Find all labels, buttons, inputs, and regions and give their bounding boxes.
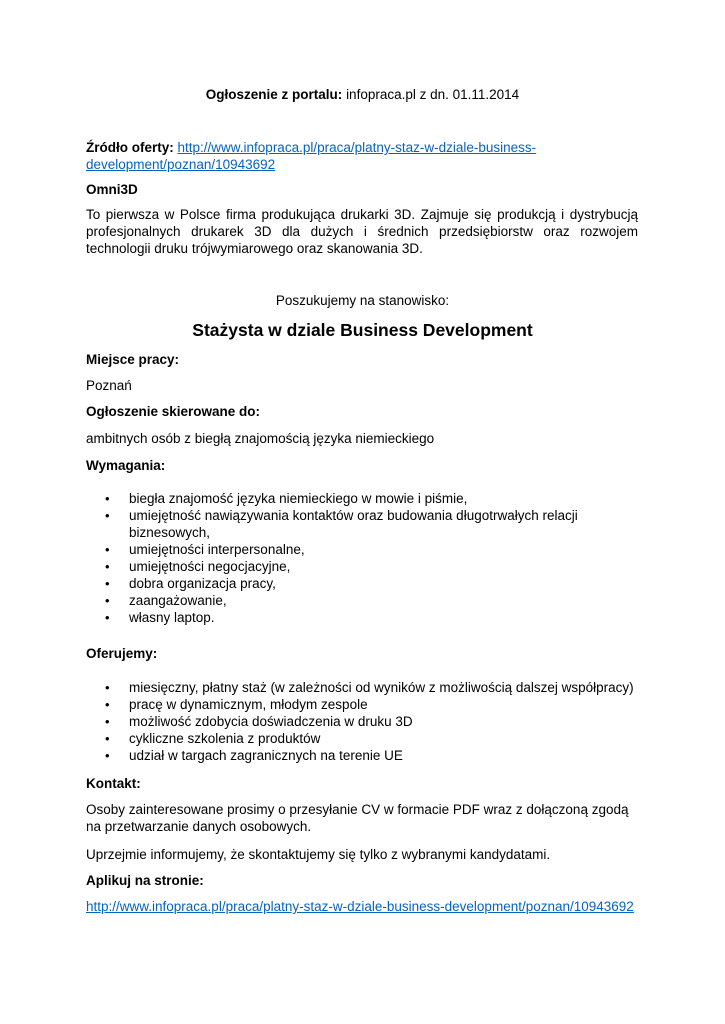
workplace-value: Poznań xyxy=(86,378,132,393)
list-item: • cykliczne szkolenia z produktów xyxy=(86,730,666,747)
source-link-line1[interactable]: http://www.infopraca.pl/praca/platny-staz-w-dziale-business- xyxy=(177,140,537,155)
apply-link[interactable]: http://www.infopraca.pl/praca/platny-staz-w-dziale-business-development/poznan/10943692 xyxy=(86,899,634,914)
offer-label: Oferujemy: xyxy=(86,646,158,661)
list-item: • umiejętności negocjacyjne, xyxy=(86,558,606,575)
list-item: • biegła znajomość języka niemieckiego w mowie i piśmie, xyxy=(86,490,606,507)
requirements-list xyxy=(86,490,606,626)
audience-label: Ogłoszenie skierowane do: xyxy=(86,404,261,419)
source-block xyxy=(86,139,646,173)
portal-header xyxy=(0,86,725,103)
contact-label: Kontakt: xyxy=(86,776,141,791)
list-item: • własny laptop. xyxy=(86,609,606,626)
contact-text-2: Uprzejmie informujemy, że skontaktujemy się tylko z wybranymi kandydatami. xyxy=(86,847,551,862)
offer-list xyxy=(86,679,666,764)
portal-value: infopraca.pl z dn. 01.11.2014 xyxy=(346,87,520,102)
company-description: To pierwsza w Polsce firma produkująca drukarki 3D. Zajmuje się produkcją i dystrybucją profesjonalnych drukarek 3D dla dużych i średnich przedsiębiorstw oraz rozwojem technologii druku trójwymiarowego oraz skanowania 3D. xyxy=(86,207,638,256)
workplace-label: Miejsce pracy: xyxy=(86,352,180,367)
requirements-label: Wymagania: xyxy=(86,458,166,473)
position-title: Stażysta w dziale Business Development xyxy=(192,320,533,340)
list-item: • umiejętności interpersonalne, xyxy=(86,541,606,558)
source-link-line2[interactable]: development/poznan/10943692 xyxy=(86,157,276,172)
list-item: • miesięczny, płatny staż (w zależności od wyników z możliwością dalszej współpracy) xyxy=(86,679,666,696)
position-intro: Poszukujemy na stanowisko: xyxy=(275,293,450,308)
audience-value: ambitnych osób z biegłą znajomością języka niemieckiego xyxy=(86,431,435,446)
list-item: • pracę w dynamicznym, młodym zespole xyxy=(86,696,666,713)
list-item: • dobra organizacja pracy, xyxy=(86,575,606,592)
list-item: • możliwość zdobycia doświadczenia w druku 3D xyxy=(86,713,666,730)
source-label: Źródło oferty: xyxy=(86,140,174,155)
list-item: • zaangażowanie, xyxy=(86,592,606,609)
list-item: • udział w targach zagranicznych na terenie UE xyxy=(86,747,666,764)
apply-label: Aplikuj na stronie: xyxy=(86,873,204,888)
contact-text-1: Osoby zainteresowane prosimy o przesyłanie CV w formacie PDF wraz z dołączoną zgodą na przetwarzanie danych osobowych. xyxy=(86,802,629,834)
company-name: Omni3D xyxy=(86,182,138,197)
portal-label: Ogłoszenie z portalu: xyxy=(205,87,343,102)
list-item: • umiejętność nawiązywania kontaktów oraz budowania długotrwałych relacji biznesowych, xyxy=(86,507,606,541)
